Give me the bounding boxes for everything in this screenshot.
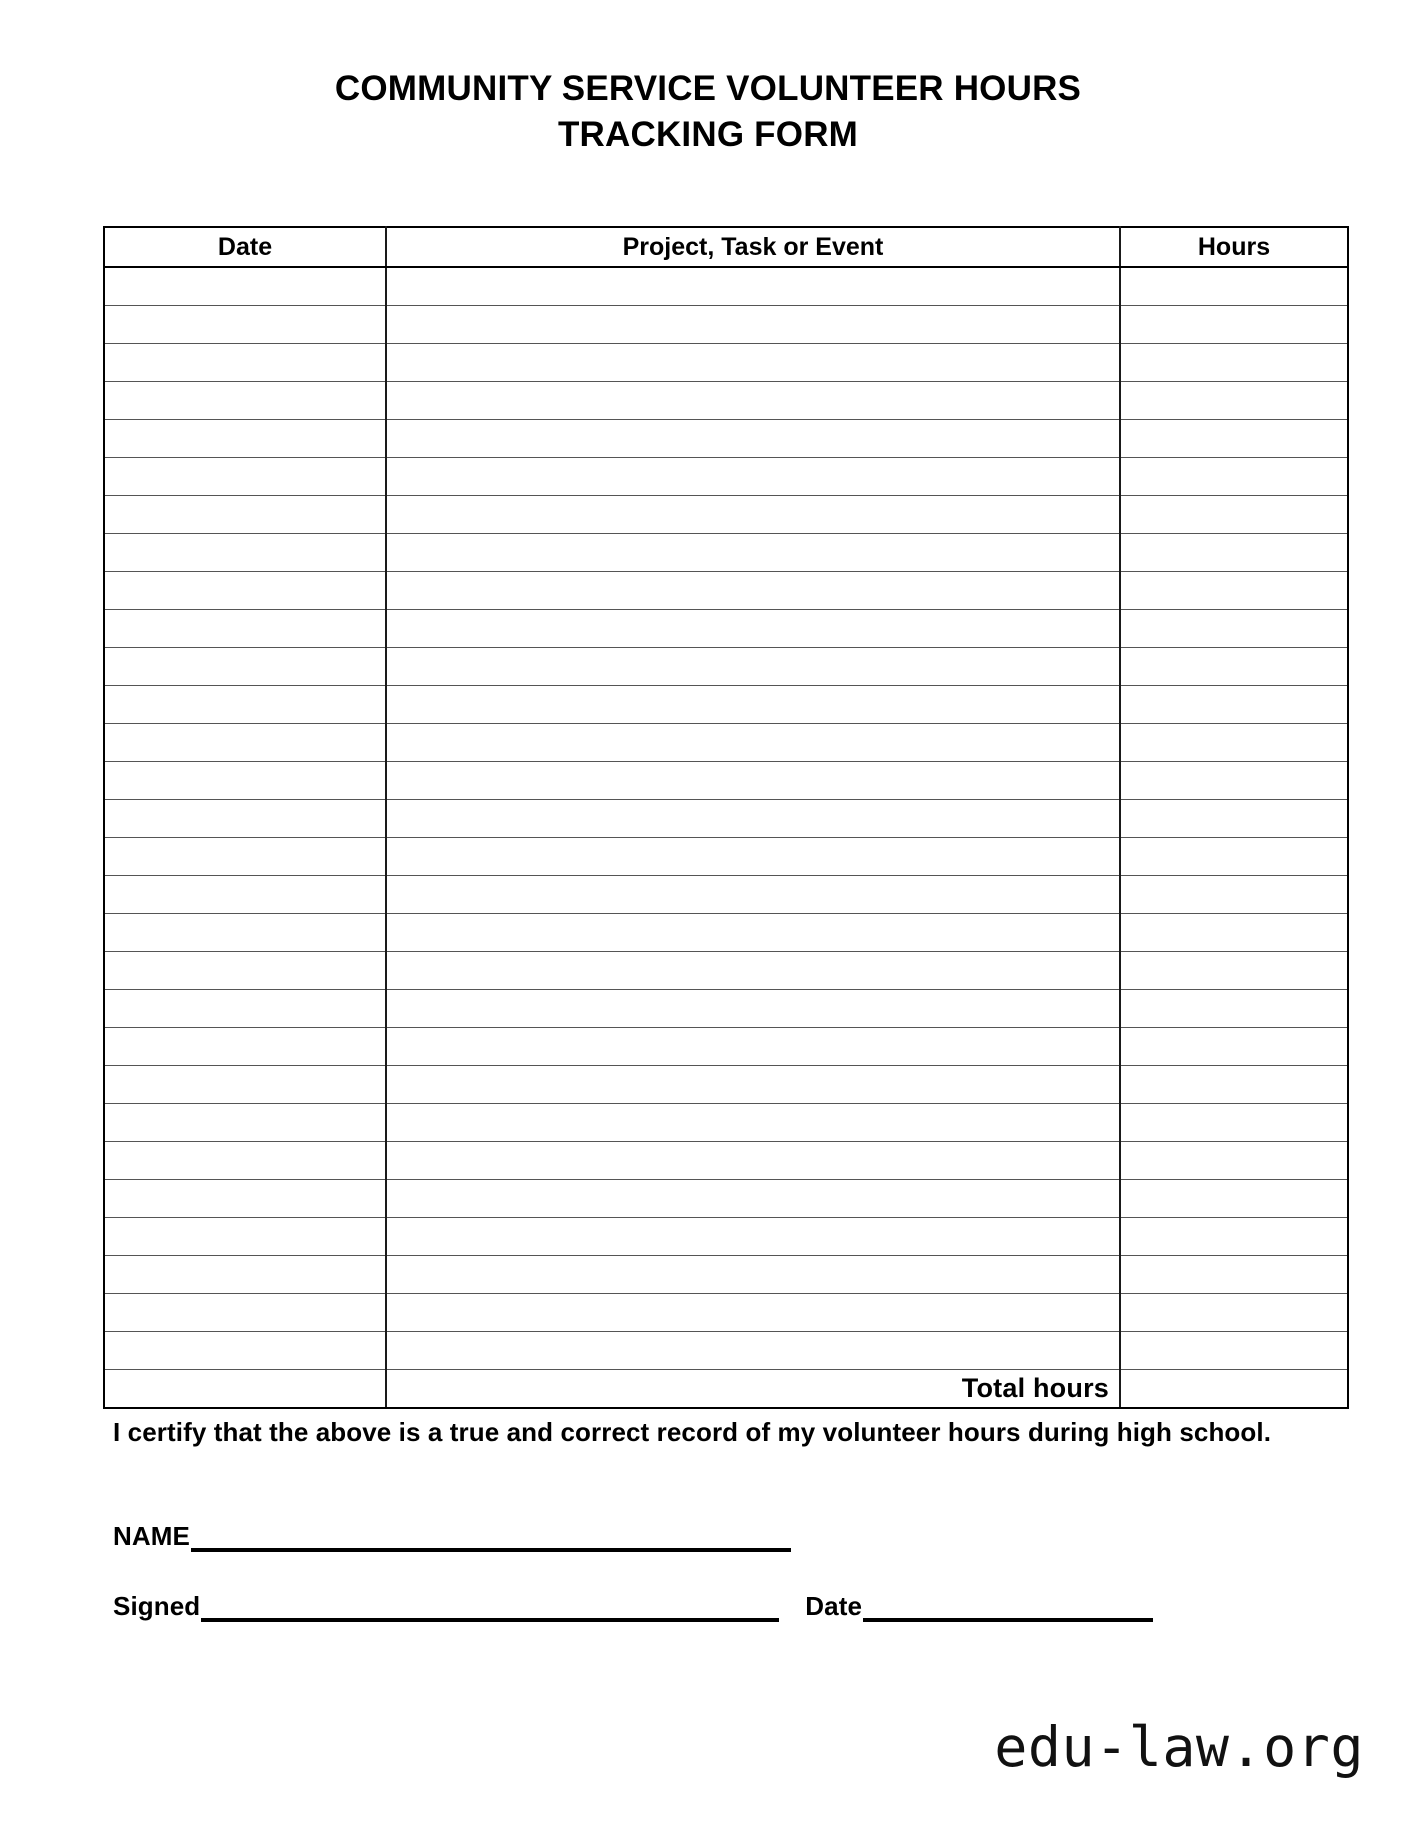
total-hours-row [104, 1370, 1348, 1409]
table-row [104, 1028, 1348, 1066]
cell-date[interactable] [104, 1142, 386, 1180]
table-row [104, 496, 1348, 534]
table-row [104, 1180, 1348, 1218]
cell-date[interactable] [104, 1066, 386, 1104]
table-row [104, 876, 1348, 914]
cell-task[interactable] [386, 1066, 1120, 1104]
cell-hours[interactable] [1120, 344, 1348, 382]
cell-task[interactable] [386, 914, 1120, 952]
cell-hours[interactable] [1120, 876, 1348, 914]
cell-date[interactable] [104, 572, 386, 610]
cell-date[interactable] [104, 496, 386, 534]
table-row [104, 1294, 1348, 1332]
table-row [104, 952, 1348, 990]
cell-date[interactable] [104, 1218, 386, 1256]
cell-hours[interactable] [1120, 724, 1348, 762]
cell-hours[interactable] [1120, 914, 1348, 952]
cell-hours[interactable] [1120, 1256, 1348, 1294]
name-field-label: NAME [113, 1521, 190, 1551]
cell-task[interactable] [386, 762, 1120, 800]
cell-hours[interactable] [1120, 1218, 1348, 1256]
total-hours-value[interactable] [1120, 1370, 1348, 1409]
page-title-line-1: COMMUNITY SERVICE VOLUNTEER HOURS [334, 69, 1082, 108]
cell-date[interactable] [104, 610, 386, 648]
cell-task[interactable] [386, 572, 1120, 610]
cell-task[interactable] [386, 1218, 1120, 1256]
table-row [104, 838, 1348, 876]
table-row [104, 382, 1348, 420]
cell-task[interactable] [386, 1332, 1120, 1370]
cell-task[interactable] [386, 990, 1120, 1028]
cell-task[interactable] [386, 686, 1120, 724]
cell-date[interactable] [104, 534, 386, 572]
cell-task[interactable] [386, 1142, 1120, 1180]
cell-date[interactable] [104, 914, 386, 952]
date-input-line[interactable] [863, 1596, 1153, 1622]
cell-hours[interactable] [1120, 1142, 1348, 1180]
table-row [104, 686, 1348, 724]
cell-date[interactable] [104, 876, 386, 914]
cell-hours[interactable] [1120, 762, 1348, 800]
cell-task[interactable] [386, 1180, 1120, 1218]
cell-hours[interactable] [1120, 1066, 1348, 1104]
cell-date[interactable] [104, 648, 386, 686]
table-row [104, 914, 1348, 952]
cell-date[interactable] [104, 762, 386, 800]
cell-hours[interactable] [1120, 267, 1348, 306]
cell-task[interactable] [386, 838, 1120, 876]
cell-hours[interactable] [1120, 534, 1348, 572]
cell-date[interactable] [104, 686, 386, 724]
cell-task[interactable] [386, 458, 1120, 496]
cell-hours[interactable] [1120, 1028, 1348, 1066]
column-header-task: Project, Task or Event [386, 227, 1120, 267]
table-row [104, 306, 1348, 344]
page-title [0, 66, 1416, 158]
cell-hours[interactable] [1120, 1294, 1348, 1332]
cell-hours[interactable] [1120, 1180, 1348, 1218]
cell-date[interactable] [104, 1104, 386, 1142]
table-row [104, 762, 1348, 800]
cell-hours[interactable] [1120, 838, 1348, 876]
cell-task[interactable] [386, 496, 1120, 534]
signature-input-line[interactable] [201, 1596, 779, 1622]
cell-hours[interactable] [1120, 610, 1348, 648]
date-field-label: Date [805, 1591, 863, 1621]
table-row [104, 648, 1348, 686]
column-header-hours: Hours [1120, 227, 1348, 267]
table-row [104, 267, 1348, 306]
table-row [104, 800, 1348, 838]
signed-field-label: Signed [113, 1591, 201, 1621]
cell-hours[interactable] [1120, 572, 1348, 610]
table-row [104, 534, 1348, 572]
cell-task[interactable] [386, 1294, 1120, 1332]
cell-date[interactable] [104, 1028, 386, 1066]
table-row [104, 572, 1348, 610]
cell-task[interactable] [386, 876, 1120, 914]
cell-date[interactable] [104, 990, 386, 1028]
table-body [104, 267, 1348, 1408]
cell-date[interactable] [104, 306, 386, 344]
table-row [104, 1256, 1348, 1294]
table-header [104, 227, 1348, 267]
cell-date[interactable] [104, 1294, 386, 1332]
table-row [104, 990, 1348, 1028]
site-watermark: edu-law.org [994, 1715, 1364, 1779]
table-row [104, 610, 1348, 648]
cell-hours[interactable] [1120, 648, 1348, 686]
cell-task[interactable] [386, 1256, 1120, 1294]
cell-task[interactable] [386, 610, 1120, 648]
cell-task[interactable] [386, 648, 1120, 686]
table-header-row [104, 227, 1348, 267]
table-row [104, 458, 1348, 496]
table-row [104, 1218, 1348, 1256]
table-row [104, 1104, 1348, 1142]
cell-date[interactable] [104, 458, 386, 496]
cell-hours[interactable] [1120, 1104, 1348, 1142]
total-row-spacer-cell [104, 1370, 386, 1409]
cell-task[interactable] [386, 344, 1120, 382]
certification-statement: I certify that the above is a true and correct record of my volunteer hours during high school. [113, 1417, 1272, 1447]
table-row [104, 724, 1348, 762]
cell-task[interactable] [386, 952, 1120, 990]
table-row [104, 344, 1348, 382]
cell-hours[interactable] [1120, 420, 1348, 458]
cell-hours[interactable] [1120, 382, 1348, 420]
cell-hours[interactable] [1120, 952, 1348, 990]
cell-hours[interactable] [1120, 800, 1348, 838]
table-row [104, 1142, 1348, 1180]
cell-hours[interactable] [1120, 496, 1348, 534]
cell-hours[interactable] [1120, 458, 1348, 496]
cell-date[interactable] [104, 1180, 386, 1218]
cell-task[interactable] [386, 724, 1120, 762]
cell-hours[interactable] [1120, 306, 1348, 344]
name-field-row [113, 1521, 791, 1552]
cell-hours[interactable] [1120, 990, 1348, 1028]
cell-task[interactable] [386, 1104, 1120, 1142]
page-title-line-2: TRACKING FORM [557, 115, 859, 154]
cell-task[interactable] [386, 1028, 1120, 1066]
cell-task[interactable] [386, 306, 1120, 344]
cell-date[interactable] [104, 1256, 386, 1294]
total-hours-label: Total hours [386, 1370, 1120, 1409]
cell-task[interactable] [386, 420, 1120, 458]
volunteer-hours-table [103, 226, 1349, 1409]
cell-date[interactable] [104, 1332, 386, 1370]
signature-field-row [113, 1591, 1153, 1622]
cell-task[interactable] [386, 267, 1120, 306]
cell-hours[interactable] [1120, 1332, 1348, 1370]
table-row [104, 1332, 1348, 1370]
table-row [104, 420, 1348, 458]
cell-date[interactable] [104, 724, 386, 762]
cell-date[interactable] [104, 838, 386, 876]
cell-task[interactable] [386, 382, 1120, 420]
name-input-line[interactable] [191, 1526, 791, 1552]
cell-date[interactable] [104, 800, 386, 838]
cell-date[interactable] [104, 382, 386, 420]
table-row [104, 1066, 1348, 1104]
cell-date[interactable] [104, 420, 386, 458]
cell-task[interactable] [386, 800, 1120, 838]
cell-hours[interactable] [1120, 686, 1348, 724]
cell-date[interactable] [104, 267, 386, 306]
column-header-date: Date [104, 227, 386, 267]
cell-date[interactable] [104, 952, 386, 990]
cell-task[interactable] [386, 534, 1120, 572]
cell-date[interactable] [104, 344, 386, 382]
